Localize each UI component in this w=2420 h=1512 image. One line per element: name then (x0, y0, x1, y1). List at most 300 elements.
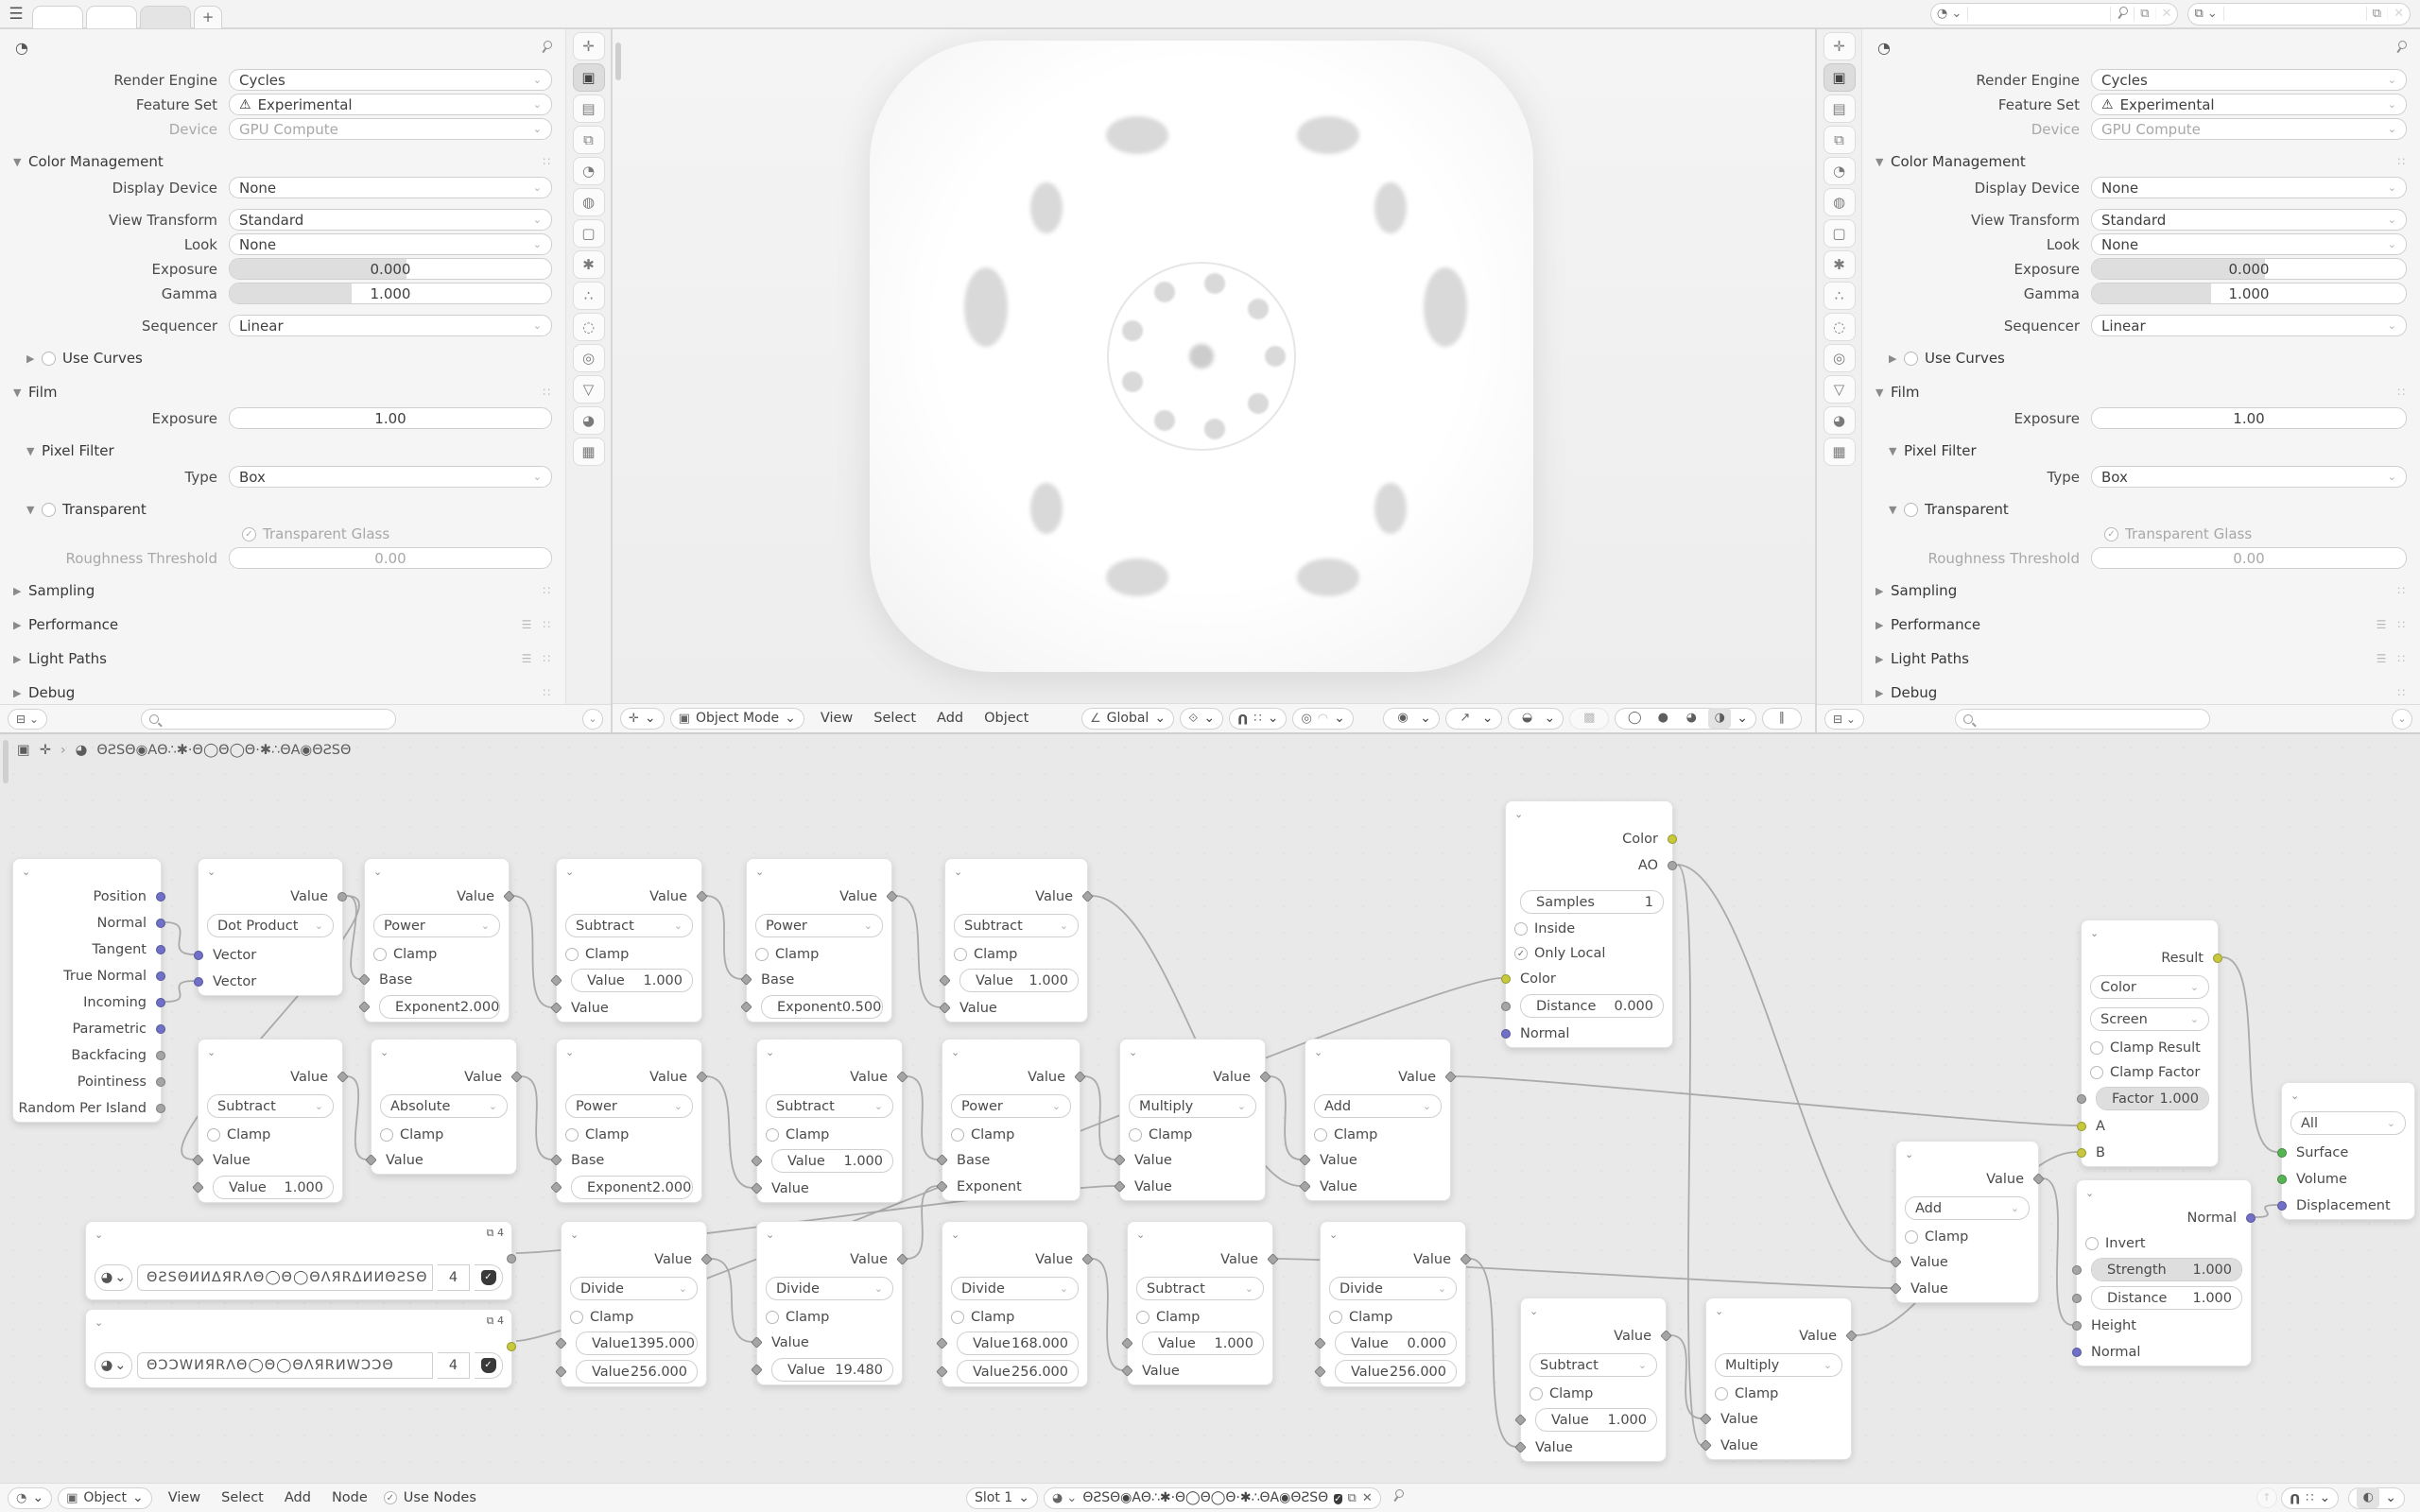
input-socket-a[interactable] (2077, 1122, 2086, 1131)
prop-field-display-device[interactable] (229, 177, 552, 198)
checkbox-clamp[interactable] (1530, 1387, 1543, 1400)
node-overlays-group[interactable]: ◐ ⌄ (2348, 1487, 2405, 1509)
section-sampling[interactable] (0, 577, 565, 604)
properties-tab-output[interactable]: ▤ (1824, 94, 1856, 123)
checkbox-clamp[interactable] (1715, 1387, 1728, 1400)
input-socket-value[interactable] (192, 1181, 204, 1194)
proportional-edit-icon[interactable]: ◎ (1301, 711, 1312, 726)
output-socket-group[interactable] (507, 1342, 516, 1351)
node-header[interactable]: ⌄ (2090, 926, 2100, 939)
link-icon[interactable]: ⟐ (1188, 711, 1199, 726)
material-selector[interactable] (1044, 1487, 1381, 1509)
operation-dropdown[interactable] (766, 1277, 893, 1300)
viewport-menu-view[interactable]: View (820, 711, 854, 726)
input-socket-base[interactable] (740, 973, 752, 986)
output-socket-value[interactable] (700, 1253, 713, 1265)
output-socket-value[interactable] (1259, 1071, 1271, 1083)
proportional-edit-group[interactable]: ◎ ◠ ⌄ (1292, 708, 1353, 730)
node-header[interactable]: ⌄ (95, 1315, 104, 1329)
output-socket-color[interactable] (1668, 834, 1677, 844)
node-mulb[interactable] (1705, 1297, 1852, 1460)
output-socket-value[interactable] (510, 1071, 523, 1083)
output-socket-normal[interactable] (156, 919, 165, 928)
node-abs[interactable] (371, 1039, 517, 1175)
output-socket-random-per-island[interactable] (156, 1104, 165, 1113)
input-socket-exponent[interactable] (740, 1001, 752, 1013)
node-link[interactable] (347, 896, 360, 979)
operation-dropdown[interactable] (954, 914, 1079, 937)
checkbox-clamp[interactable] (565, 948, 579, 961)
node-header[interactable]: ⌄ (22, 865, 31, 878)
checkbox-clamp[interactable] (1905, 1230, 1918, 1244)
node-header[interactable]: ⌄ (951, 1045, 960, 1058)
operation-dropdown[interactable] (755, 914, 883, 937)
input-socket-strength[interactable] (2072, 1265, 2082, 1275)
node-canvas[interactable] (0, 734, 2420, 1481)
properties-tab-physics[interactable]: ◌ (1824, 313, 1856, 341)
node-header[interactable]: ⌄ (373, 865, 383, 878)
value-field-value[interactable] (1335, 1332, 1457, 1355)
view-layer-close-icon[interactable]: ✕ (2387, 7, 2410, 21)
output-socket-value[interactable] (1074, 1071, 1086, 1083)
checkbox-clamp[interactable] (570, 1311, 583, 1324)
operation-dropdown[interactable] (1715, 1353, 1842, 1377)
node-header[interactable]: ⌄ (1136, 1228, 1146, 1241)
node-link[interactable] (1677, 865, 1702, 1445)
checkbox-clamp[interactable] (766, 1128, 779, 1142)
section-grip-icon[interactable]: ∷ (2397, 584, 2407, 597)
node-menu-node[interactable]: Node (331, 1490, 368, 1505)
operation-dropdown[interactable] (2090, 975, 2209, 999)
filter-toggle-button[interactable]: ⊟ ⌄ (8, 709, 47, 730)
section-menu-icon[interactable]: ☰ (521, 652, 534, 665)
prop-field-sequencer[interactable] (229, 315, 552, 336)
node-editor-scrollbar[interactable] (3, 740, 9, 783)
prop-field-device[interactable] (2091, 118, 2407, 140)
checkbox-clamp[interactable] (207, 1128, 220, 1142)
output-socket-value[interactable] (1460, 1253, 1472, 1265)
material-icon[interactable]: ◕ ⌄ (1051, 1490, 1078, 1505)
node-sub1a[interactable] (556, 858, 702, 1022)
node-link[interactable] (513, 896, 552, 1007)
image-name-field[interactable]: ΘƧSΘИИΔЯRΛΘ◯Θ◯ΘΛЯRΔИИΘƧSΘ (137, 1264, 433, 1291)
input-socket-value[interactable] (555, 1337, 567, 1349)
prop-field-device[interactable] (229, 118, 552, 140)
properties-tab-render[interactable]: ▣ (573, 63, 605, 92)
checkbox-only-local[interactable]: ✓ (1514, 947, 1528, 960)
node-sub2a[interactable] (198, 1039, 343, 1203)
node-link[interactable] (2222, 957, 2277, 1152)
input-socket-value[interactable] (550, 974, 562, 987)
panel-options-button[interactable]: ⌄ (582, 709, 603, 730)
image-icon-dropdown[interactable]: ◕ ⌄ (95, 1352, 132, 1379)
input-socket-value[interactable] (751, 1364, 763, 1376)
value-field-value[interactable] (771, 1358, 893, 1382)
value-field-value[interactable] (213, 1176, 334, 1199)
input-socket-value[interactable] (1299, 1154, 1311, 1166)
section-checkbox[interactable] (1904, 503, 1918, 517)
node-header[interactable]: ⌄ (766, 1228, 775, 1241)
properties-tab-world[interactable]: ◍ (573, 188, 605, 216)
input-socket-base[interactable] (936, 1154, 948, 1166)
orientation-dropdown[interactable] (1081, 708, 1174, 730)
editor-type-button[interactable] (620, 708, 665, 730)
node-link[interactable] (1470, 1259, 1516, 1447)
node-mix[interactable] (2081, 919, 2219, 1167)
prop-field-feature-set[interactable] (229, 94, 552, 115)
prop-field-exposure[interactable] (2091, 407, 2407, 429)
output-socket-value[interactable] (2032, 1173, 2045, 1185)
section-grip-icon[interactable]: ∷ (2397, 686, 2407, 699)
operation-dropdown[interactable] (1329, 1277, 1457, 1300)
node-header[interactable]: ⌄ (1329, 1228, 1339, 1241)
prop-field-view-transform[interactable] (229, 209, 552, 231)
node-link[interactable] (1455, 1076, 2077, 1125)
properties-tab-texture[interactable]: ▦ (1824, 438, 1856, 466)
properties-tab-particles[interactable]: ∴ (573, 282, 605, 310)
node-header[interactable]: ⌄ (954, 865, 963, 878)
scene-copy-icon[interactable]: ⧉ (2134, 7, 2154, 21)
input-socket-value[interactable] (1514, 1441, 1527, 1453)
operation-dropdown[interactable] (1314, 1094, 1442, 1118)
section-menu-icon[interactable]: ☰ (2376, 652, 2389, 665)
prop-field-gamma[interactable] (2091, 283, 2407, 304)
node-header[interactable]: ⌄ (2085, 1186, 2095, 1199)
node-dot[interactable] (198, 858, 343, 996)
input-socket-value[interactable] (1121, 1365, 1133, 1377)
viewport-menu-object[interactable]: Object (984, 711, 1029, 726)
output-socket-parametric[interactable] (156, 1024, 165, 1034)
panel-options-button[interactable]: ⌄ (2392, 709, 2412, 730)
image-users-count[interactable]: 4 (438, 1352, 470, 1379)
node-header[interactable]: ⌄ (207, 1045, 216, 1058)
add-workspace-button[interactable]: + (194, 6, 222, 28)
prop-field-type[interactable] (229, 466, 552, 488)
node-link[interactable] (907, 1186, 938, 1259)
section-light-paths[interactable] (0, 645, 565, 672)
input-socket-value[interactable] (1700, 1413, 1712, 1425)
value-field-value[interactable] (1535, 1408, 1657, 1432)
properties-tab-tool[interactable]: ✛ (573, 32, 605, 60)
input-socket-value[interactable] (1114, 1180, 1126, 1193)
node-powbe[interactable] (942, 1039, 1080, 1201)
prop-field-sequencer[interactable] (2091, 315, 2407, 336)
output-socket-value[interactable] (886, 890, 898, 902)
output-socket-pointiness[interactable] (156, 1077, 165, 1087)
node-adda[interactable] (1305, 1039, 1451, 1201)
input-socket-normal[interactable] (1501, 1029, 1511, 1039)
value-field-exponent[interactable] (379, 995, 500, 1019)
node-link[interactable] (1270, 1076, 1301, 1160)
value-field-value[interactable] (1142, 1332, 1264, 1355)
prop-field-roughness-threshold[interactable] (2091, 547, 2407, 569)
node-grp2[interactable] (85, 1309, 512, 1388)
input-socket-exponent[interactable] (936, 1180, 948, 1193)
output-socket-value[interactable] (1845, 1330, 1858, 1342)
properties-tab-material[interactable]: ◕ (1824, 406, 1856, 435)
scene-pin-icon[interactable] (2110, 7, 2134, 22)
section-sampling[interactable] (1862, 577, 2420, 604)
scene-icon[interactable]: ◔ ⌄ (1931, 7, 1968, 21)
node-div4[interactable] (1320, 1221, 1466, 1387)
node-header[interactable]: ⌄ (95, 1228, 104, 1241)
input-socket-value[interactable] (939, 1002, 951, 1014)
section-pixel-filter[interactable] (0, 438, 565, 464)
checkbox-clamp[interactable] (755, 948, 769, 961)
input-socket-value[interactable] (936, 1337, 948, 1349)
section-grip-icon[interactable]: ∷ (2397, 155, 2407, 168)
operation-dropdown[interactable] (2090, 1007, 2209, 1031)
node-pow05[interactable] (746, 858, 892, 1022)
input-socket-exponent[interactable] (550, 1181, 562, 1194)
node-link[interactable] (521, 1076, 552, 1160)
section-grip-icon[interactable]: ∷ (543, 618, 552, 631)
value-field-strength[interactable] (2091, 1258, 2242, 1281)
operation-dropdown[interactable] (766, 1094, 893, 1118)
section-grip-icon[interactable]: ∷ (2397, 386, 2407, 399)
input-socket-value[interactable] (1700, 1439, 1712, 1452)
node-header[interactable]: ⌄ (1514, 807, 1524, 820)
properties-tab-modifiers[interactable]: ✱ (1824, 250, 1856, 279)
section-grip-icon[interactable]: ∷ (2397, 618, 2407, 631)
operation-dropdown[interactable] (380, 1094, 508, 1118)
input-socket-vector[interactable] (194, 951, 203, 960)
output-socket-value[interactable] (503, 890, 515, 902)
visibility-dropdown[interactable]: ◉ ⌄ (1383, 708, 1440, 730)
checkbox-clamp[interactable] (766, 1311, 779, 1324)
view-layer-icon[interactable]: ⧉ ⌄ (2188, 7, 2223, 21)
value-field-value[interactable] (571, 969, 693, 992)
scene-name-field[interactable] (1968, 4, 2110, 25)
output-socket-value[interactable] (896, 1253, 908, 1265)
input-socket-value[interactable] (1114, 1154, 1126, 1166)
fake-user-shield-button[interactable]: ✓ (1334, 1493, 1342, 1504)
checkbox-clamp[interactable] (951, 1311, 964, 1324)
output-socket-incoming[interactable] (156, 998, 165, 1007)
use-nodes-toggle[interactable] (378, 1486, 476, 1510)
input-socket-base[interactable] (358, 973, 371, 986)
operation-dropdown[interactable] (373, 914, 500, 937)
scene-close-icon[interactable]: ✕ (2155, 7, 2178, 21)
shading-rendered-icon[interactable]: ◑ (1708, 708, 1731, 729)
properties-tab-constraints[interactable]: ◎ (573, 344, 605, 372)
input-socket-distance[interactable] (1501, 1002, 1511, 1011)
image-name-field[interactable]: ΘƆƆWИЯRΛΘ◯Θ◯ΘΛЯRИWƆƆΘ (137, 1352, 433, 1379)
prop-field-roughness-threshold[interactable] (229, 547, 552, 569)
section-grip-icon[interactable]: ∷ (543, 155, 552, 168)
output-socket-position[interactable] (156, 892, 165, 902)
operation-dropdown[interactable] (570, 1277, 698, 1300)
value-field-value[interactable] (771, 1149, 893, 1173)
prop-field-render-engine[interactable] (229, 69, 552, 91)
output-socket-value[interactable] (1081, 890, 1094, 902)
properties-tab-material[interactable]: ◕ (573, 406, 605, 435)
app-menu-icon[interactable]: ☰ (9, 4, 24, 24)
viewport-scrollbar[interactable] (615, 43, 621, 80)
section-use-curves[interactable] (1862, 345, 2420, 371)
slot-dropdown[interactable] (966, 1487, 1038, 1509)
properties-search-input[interactable] (1955, 709, 2210, 730)
node-div1[interactable] (561, 1221, 707, 1387)
fake-user-shield-button[interactable]: ✓ (475, 1352, 503, 1379)
viewport-menu-select[interactable]: Select (873, 711, 917, 726)
operation-dropdown[interactable] (2290, 1111, 2406, 1135)
properties-tab-tool[interactable]: ✛ (1824, 32, 1856, 60)
node-grp1[interactable] (85, 1221, 512, 1300)
prop-field-look[interactable] (229, 233, 552, 255)
overlays-icon[interactable]: ◐ (2357, 1487, 2379, 1508)
node-header[interactable]: ⌄ (1530, 1304, 1539, 1317)
section-grip-icon[interactable]: ∷ (2397, 652, 2407, 665)
node-header[interactable]: ⌄ (1129, 1045, 1138, 1058)
node-ao[interactable] (1505, 800, 1673, 1048)
input-socket-value[interactable] (1514, 1414, 1527, 1426)
checkbox-transparent-glass[interactable]: ✓ (2104, 527, 2118, 541)
checkbox-clamp-result[interactable] (2090, 1041, 2103, 1055)
properties-tab-output[interactable]: ▤ (573, 94, 605, 123)
view-layer-copy-icon[interactable]: ⧉ (2366, 7, 2387, 21)
node-header[interactable]: ⌄ (1905, 1147, 1914, 1160)
node-pow2a[interactable] (364, 858, 510, 1022)
snapping-group[interactable]: U ∷ ⌄ (1229, 708, 1287, 730)
input-socket-value[interactable] (936, 1366, 948, 1378)
checkbox-clamp[interactable] (1314, 1128, 1327, 1142)
image-icon-dropdown[interactable]: ◕ ⌄ (95, 1264, 132, 1291)
value-field-value[interactable] (576, 1332, 698, 1355)
section-film[interactable] (1862, 379, 2420, 405)
node-div3[interactable] (942, 1221, 1088, 1387)
node-menu-select[interactable]: Select (221, 1490, 264, 1505)
checkbox-clamp[interactable] (1136, 1311, 1150, 1324)
properties-tab-texture[interactable]: ▦ (573, 438, 605, 466)
operation-dropdown[interactable] (565, 914, 693, 937)
shading-solid-icon[interactable]: ● (1657, 711, 1668, 725)
checkbox-clamp[interactable] (380, 1128, 393, 1142)
node-header[interactable]: ⌄ (565, 865, 575, 878)
input-socket-color[interactable] (1501, 974, 1511, 984)
section-checkbox[interactable] (42, 503, 56, 517)
operation-dropdown[interactable] (207, 914, 334, 937)
gizmo-dropdown[interactable]: ↗ ⌄ (1445, 708, 1502, 730)
input-socket-volume[interactable] (2277, 1175, 2287, 1184)
viewport-menu-add[interactable]: Add (937, 711, 964, 726)
filter-toggle-button[interactable]: ⊟ ⌄ (1824, 709, 1864, 730)
section-light-paths[interactable] (1862, 645, 2420, 672)
node-link[interactable] (1092, 1259, 1123, 1370)
material-unlink-icon[interactable]: ✕ (1361, 1490, 1373, 1505)
operation-dropdown[interactable] (951, 1277, 1079, 1300)
output-socket-value[interactable] (1444, 1071, 1457, 1083)
node-outp[interactable] (2281, 1082, 2415, 1220)
workspace-tab-0[interactable] (32, 6, 83, 28)
properties-tab-physics[interactable]: ◌ (573, 313, 605, 341)
shader-node-editor[interactable] (0, 734, 2420, 1512)
input-socket-height[interactable] (2072, 1321, 2082, 1331)
scene-selector[interactable] (1930, 3, 2179, 26)
checkbox-clamp[interactable] (1329, 1311, 1342, 1324)
node-bump[interactable] (2076, 1179, 2252, 1366)
node-geo[interactable] (12, 858, 162, 1123)
view-layer-selector[interactable] (2187, 3, 2411, 26)
properties-tab-data[interactable]: ▽ (1824, 375, 1856, 404)
node-link[interactable] (347, 1076, 367, 1160)
node-link[interactable] (1084, 1076, 1115, 1160)
properties-tab-scene[interactable]: ◔ (573, 157, 605, 185)
checkbox-invert[interactable] (2085, 1237, 2099, 1250)
node-header[interactable]: ⌄ (951, 1228, 960, 1241)
output-socket-true-normal[interactable] (156, 971, 165, 981)
prop-field-type[interactable] (2091, 466, 2407, 488)
workspace-tab-1[interactable] (86, 6, 137, 28)
prop-field-display-device[interactable] (2091, 177, 2407, 198)
node-sub1b[interactable] (944, 858, 1088, 1022)
properties-tab-world[interactable]: ◍ (1824, 188, 1856, 216)
properties-tab-render[interactable]: ▣ (1824, 63, 1856, 92)
node-link[interactable] (165, 981, 194, 1002)
prop-field-render-engine[interactable] (2091, 69, 2407, 91)
node-div2[interactable] (756, 1221, 903, 1385)
input-socket-surface[interactable] (2277, 1148, 2287, 1158)
input-socket-displacement[interactable] (2277, 1201, 2287, 1211)
input-socket-value[interactable] (1890, 1256, 1902, 1268)
input-socket-b[interactable] (2077, 1148, 2086, 1158)
value-field-exponent[interactable] (571, 1176, 693, 1199)
magnet-icon[interactable]: U (1237, 711, 1249, 726)
section-film[interactable] (0, 379, 565, 405)
node-snapping-group[interactable]: U ∷ ⌄ (2281, 1487, 2339, 1509)
viewport-canvas[interactable] (613, 29, 1815, 703)
input-socket-value[interactable] (751, 1336, 763, 1349)
checkbox-clamp[interactable] (951, 1128, 964, 1142)
input-socket-value[interactable] (1314, 1337, 1326, 1349)
node-sub1e[interactable] (1520, 1297, 1667, 1462)
use-nodes-checkbox[interactable]: ✓ (384, 1491, 397, 1504)
section-checkbox[interactable] (42, 352, 56, 366)
section-use-curves[interactable] (0, 345, 565, 371)
node-menu-view[interactable]: View (167, 1490, 201, 1505)
magnet-icon[interactable]: U (2289, 1490, 2301, 1505)
section-performance[interactable] (0, 611, 565, 638)
output-socket-ao[interactable] (1668, 861, 1677, 870)
section-debug[interactable] (0, 679, 565, 704)
node-link[interactable] (706, 896, 742, 979)
node-link[interactable] (1670, 1335, 1702, 1418)
operation-dropdown[interactable] (1136, 1277, 1264, 1300)
section-transparent[interactable] (0, 496, 565, 523)
input-socket-distance[interactable] (2072, 1294, 2082, 1303)
node-header[interactable]: ⌄ (2290, 1089, 2300, 1102)
value-field-value[interactable] (957, 1360, 1079, 1383)
section-debug[interactable] (1862, 679, 2420, 704)
input-socket-value[interactable] (365, 1154, 377, 1166)
properties-search-input[interactable] (141, 709, 396, 730)
output-socket-tangent[interactable] (156, 945, 165, 954)
input-socket-value[interactable] (550, 1002, 562, 1014)
prop-field-exposure[interactable] (2091, 258, 2407, 280)
properties-tab-view-layer[interactable]: ⧉ (1824, 126, 1856, 154)
input-socket-value[interactable] (192, 1154, 204, 1166)
node-link[interactable] (2043, 1178, 2072, 1325)
section-color-management[interactable] (1862, 148, 2420, 175)
output-socket-value[interactable] (696, 890, 708, 902)
value-field-factor[interactable] (2096, 1087, 2209, 1110)
node-header[interactable]: ⌄ (207, 865, 216, 878)
section-menu-icon[interactable]: ☰ (521, 618, 534, 631)
node-link[interactable] (706, 1076, 752, 1188)
section-pixel-filter[interactable] (1862, 438, 2420, 464)
node-mula[interactable] (1119, 1039, 1266, 1201)
output-socket-normal[interactable] (2246, 1213, 2256, 1223)
